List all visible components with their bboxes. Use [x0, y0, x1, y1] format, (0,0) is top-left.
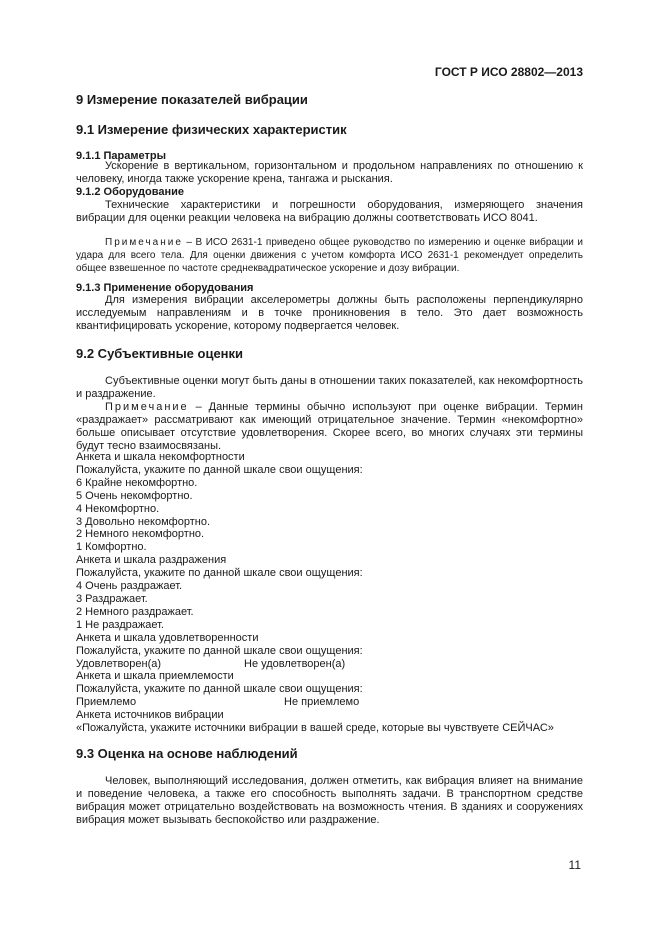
- discomfort-item: 4 Некомфортно.: [76, 502, 160, 515]
- section-9-1-3-text: Для измерения вибрации акселерометры должны быть расположены перпендикулярно исследуемым направлениям и в точке проникновения в тело. Это дает возможность квантифицировать ускорение, которому подвергается человек.: [76, 294, 583, 332]
- note-9-2: [76, 401, 583, 453]
- section-9-title: 9 Измерение показателей вибрации: [76, 92, 308, 107]
- annoyance-item: 4 Очень раздражает.: [76, 580, 183, 593]
- sources-title: Анкета источников вибрации: [76, 709, 224, 722]
- section-9-1-2-text: Технические характеристики и погрешности оборудования, измеряющего значения вибрации для оценки реакции человека на вибрацию должны соответствовать ИСО 8041.: [76, 199, 583, 224]
- annoyance-item: 1 Не раздражает.: [76, 618, 164, 631]
- sources-prompt: «Пожалуйста, укажите источники вибрации в вашей среде, которые вы чувствуете СЕЙЧАС»: [76, 722, 554, 734]
- acceptability-prompt: Пожалуйста, укажите по данной шкале свои ощущения:: [76, 683, 363, 696]
- discomfort-item: 2 Немного некомфортно.: [76, 528, 205, 541]
- section-9-1-1-text: Ускорение в вертикальном, горизонтальном и продольном направлениях по отношению к человеку, иногда также ускорение крена, тангажа и рыскания.: [76, 160, 583, 185]
- annoyance-prompt: Пожалуйста, укажите по данной шкале свои ощущения:: [76, 567, 363, 580]
- annoyance-item: 3 Раздражает.: [76, 592, 148, 605]
- section-9-2-intro: Субъективные оценки могут быть даны в отношении таких показателей, как некомфортность и раздражение.: [76, 375, 583, 400]
- discomfort-item: 3 Довольно некомфортно.: [76, 515, 210, 528]
- discomfort-item: 5 Очень некомфортно.: [76, 489, 193, 502]
- note-label: Примечание: [105, 237, 183, 248]
- questionnaires: [76, 451, 583, 735]
- note-label: Примечание: [105, 401, 189, 413]
- acceptability-scale: [76, 696, 583, 709]
- annoyance-item: 2 Немного раздражает.: [76, 605, 194, 618]
- note-9-1-2: [76, 236, 583, 275]
- section-9-3-title: 9.3 Оценка на основе наблюдений: [76, 746, 298, 761]
- satisfaction-scale: [76, 658, 583, 671]
- discomfort-item: 1 Комфортно.: [76, 541, 147, 554]
- section-9-2-title: 9.2 Субъективные оценки: [76, 346, 244, 361]
- note-text: – Данные термины обычно используют при оценке вибрации. Термин «раздражает» рассматривают как имеющий отрицательное значение. Термин «некомфортно» больше описывает отсутствие удовлетворения. Скорее всего, во многих случаях эти термины будут тесно взаимосвязаны.: [76, 401, 583, 452]
- section-9-1-3-title: 9.1.3 Применение оборудования: [76, 282, 254, 294]
- note-text: – В ИСО 2631-1 приведено общее руководство по измерению и оценке вибрации и удара для всего тела. Для оценки движения с учетом комфорта ИСО 2631-1 рекомендует определить общее взвешенное по частоте среднеквадратическое ускорение и дозу вибрации.: [76, 237, 583, 274]
- section-9-1-2-title: 9.1.2 Оборудование: [76, 186, 184, 198]
- section-9-1-1-title: 9.1.1 Параметры: [76, 150, 166, 162]
- satisfaction-right: Не удовлетворен(а): [244, 657, 346, 670]
- discomfort-prompt: Пожалуйста, укажите по данной шкале свои ощущения:: [76, 463, 363, 476]
- annoyance-title: Анкета и шкала раздражения: [76, 554, 227, 567]
- document-id: ГОСТ Р ИСО 28802—2013: [434, 65, 583, 79]
- satisfaction-title: Анкета и шкала удовлетворенности: [76, 631, 259, 644]
- section-9-1-title: 9.1 Измерение физических характеристик: [76, 122, 347, 137]
- page-number: 11: [568, 858, 581, 872]
- acceptability-right: Не приемлемо: [284, 696, 360, 709]
- satisfaction-left: Удовлетворен(а): [76, 657, 162, 670]
- section-9-3-text: Человек, выполняющий исследования, должен отметить, как вибрация влияет на внимание и поведение человека, а также его способность выполнять задачи. В транспортном средстве вибрация может отрицательно воздействовать на возможность чтения. В зданиях и сооружениях вибрация может вызывать беспокойство или раздражение.: [76, 775, 583, 826]
- satisfaction-prompt: Пожалуйста, укажите по данной шкале свои ощущения:: [76, 644, 363, 657]
- discomfort-item: 6 Крайне некомфортно.: [76, 476, 198, 489]
- discomfort-title: Анкета и шкала некомфортности: [76, 451, 245, 463]
- acceptability-left: Приемлемо: [76, 696, 137, 709]
- acceptability-title: Анкета и шкала приемлемости: [76, 670, 234, 683]
